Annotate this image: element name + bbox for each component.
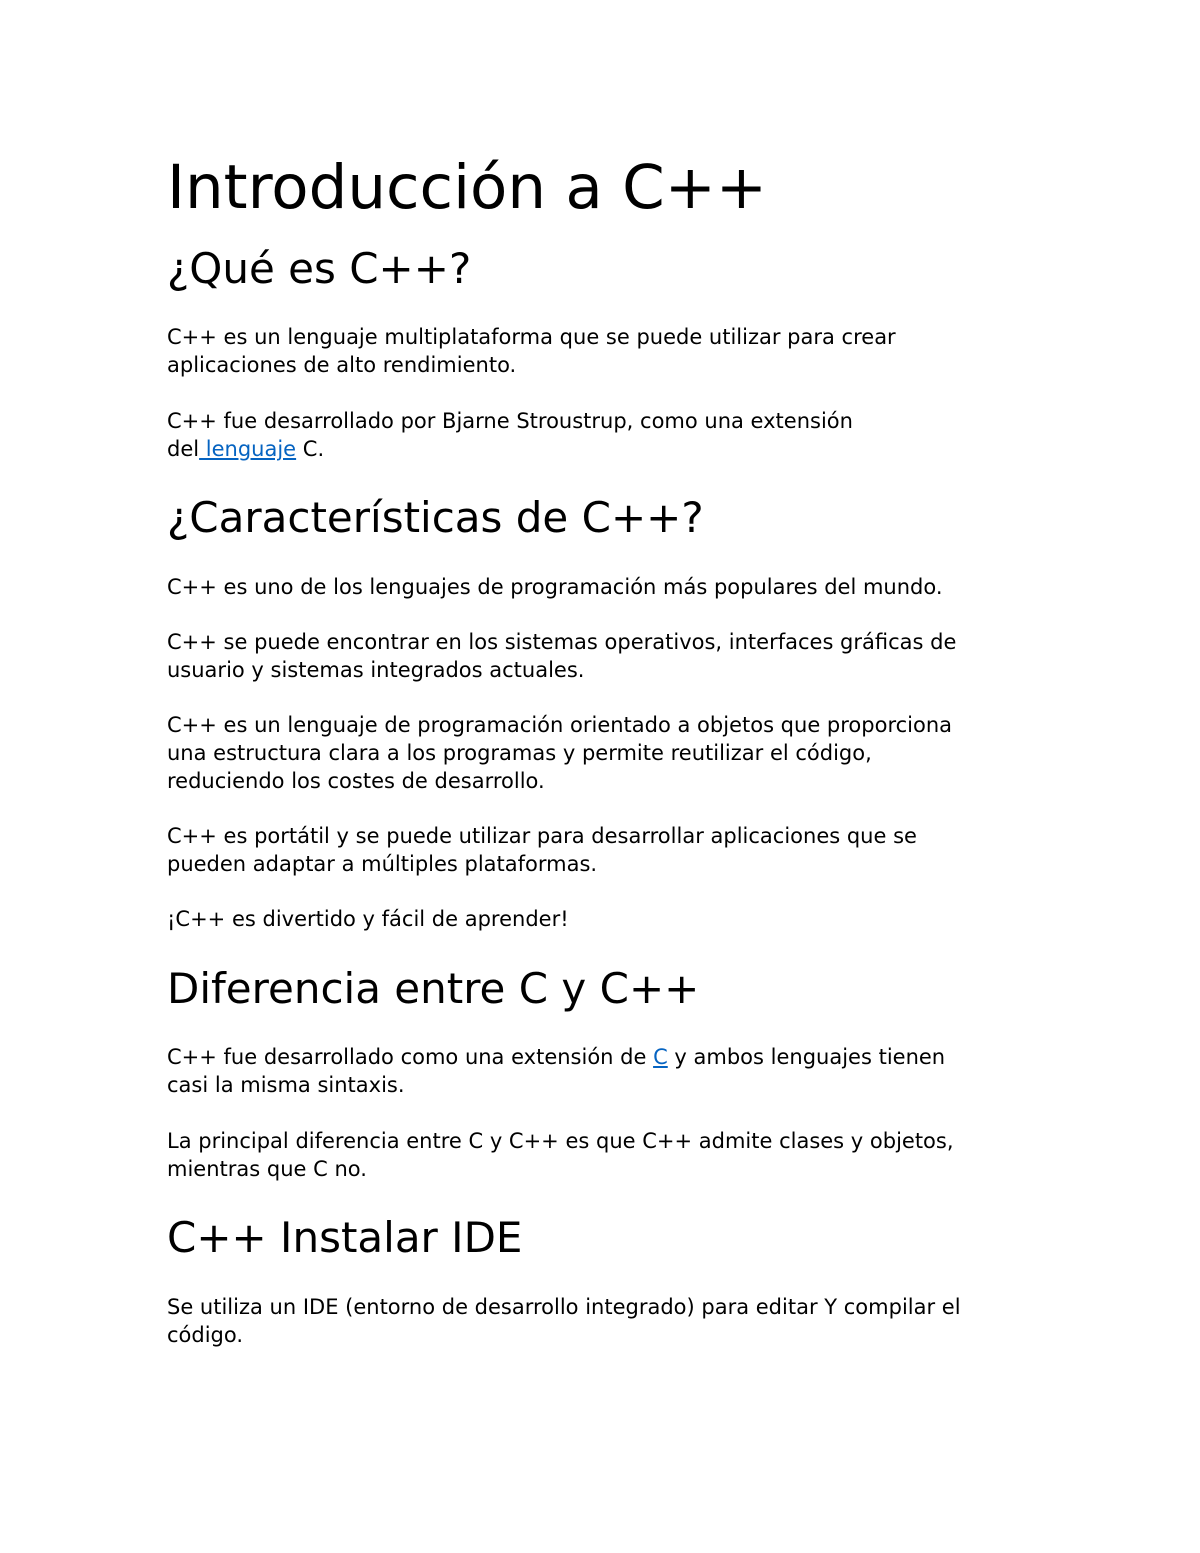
text-line [167,1043,1047,1071]
text-line: reduciendo los costes de desarrollo. [167,769,545,793]
lenguaje-link[interactable]: lenguaje [199,437,297,461]
paragraph-caracteristicas-4 [167,822,1047,878]
heading-caracteristicas: ¿Características de C++? [167,493,704,542]
text-line: C++ es portátil y se puede utilizar para desarrollar aplicaciones que se [167,824,917,848]
text-line: casi la misma sintaxis. [167,1073,405,1097]
paragraph-caracteristicas-3 [167,711,1047,795]
text-line: una estructura clara a los programas y permite reutilizar el código, [167,741,872,765]
paragraph-caracteristicas-5 [167,905,1047,933]
heading-que-es: ¿Qué es C++? [167,244,472,293]
document-title: Introducción a C++ [167,152,767,223]
text-line: La principal diferencia entre C y C++ es que C++ admite clases y objetos, [167,1129,954,1153]
text-line: Se utiliza un IDE (entorno de desarrollo integrado) para editar Y compilar el [167,1295,961,1319]
paragraph-diferencia-1 [167,1043,1047,1099]
text-line: C++ fue desarrollado por Bjarne Stroustrup, como una extensión [167,409,853,433]
text-fragment: y ambos lenguajes tienen [667,1045,946,1069]
text-fragment: del [167,437,200,461]
paragraph-caracteristicas-1 [167,573,1047,601]
paragraph-que-es-1 [167,323,1047,379]
paragraph-que-es-2 [167,407,1047,463]
text-line: aplicaciones de alto rendimiento. [167,353,517,377]
text-line: código. [167,1323,244,1347]
text-fragment: C++ fue desarrollado como una extensión de [167,1045,654,1069]
text-line: mientras que C no. [167,1157,367,1181]
c-link[interactable]: C [653,1045,668,1069]
paragraph-diferencia-2 [167,1127,1047,1183]
heading-diferencia: Diferencia entre C y C++ [167,964,700,1013]
text-line: pueden adaptar a múltiples plataformas. [167,852,598,876]
paragraph-caracteristicas-2 [167,628,1047,684]
paragraph-instalar-1 [167,1293,1047,1349]
text-line: C++ se puede encontrar en los sistemas operativos, interfaces gráficas de [167,630,957,654]
text-line: C++ es un lenguaje de programación orientado a objetos que proporciona [167,713,953,737]
text-line: C++ es un lenguaje multiplataforma que se puede utilizar para crear [167,325,896,349]
text-line: usuario y sistemas integrados actuales. [167,658,585,682]
text-line: ¡C++ es divertido y fácil de aprender! [167,907,569,931]
text-fragment: C. [296,437,325,461]
heading-instalar-ide: C++ Instalar IDE [167,1213,523,1262]
text-line: C++ es uno de los lenguajes de programación más populares del mundo. [167,575,943,599]
text-line [167,435,1047,463]
